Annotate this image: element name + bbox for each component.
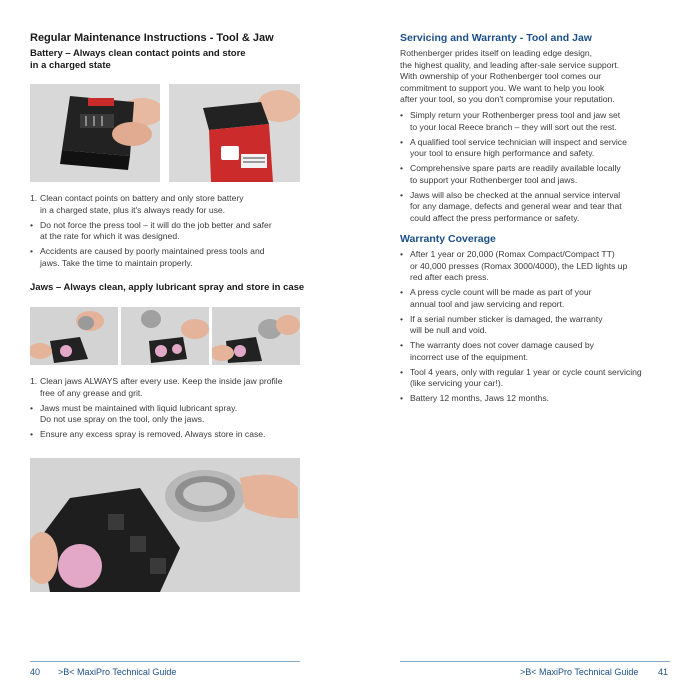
jaw-spray-illustration [30,458,300,592]
warranty-heading: Warranty Coverage [400,233,496,245]
footer-title-left: >B< MaxiPro Technical Guide [58,667,177,677]
footer-rule-right [400,661,670,662]
battery-illustration-2 [169,84,300,182]
jaw-photo-1 [30,307,118,365]
battery-item: 1. Clean contact points on battery and only store battery in a charged state, plus it's always ready for use. [30,193,244,215]
servicing-title: Servicing and Warranty - Tool and Jaw [400,32,592,44]
warranty-item: • If a serial number sticker is damaged, the warranty will be null and void. [400,313,603,335]
battery-photo-contacts [30,84,160,182]
jaws-item: • Ensure any excess spray is removed. Always store in case. [30,429,266,439]
battery-photo-label [169,84,300,182]
battery-list [30,193,302,273]
service-item: • Simply return your Rothenberger press tool and jaw set to your local Reece branch – they will sort out the rest. [400,110,621,132]
page-number-right: 41 [658,667,669,677]
jaws-list [30,376,302,444]
jaw-photo-3 [212,307,300,365]
battery-illustration-1 [30,84,160,182]
warranty-item: • The warranty does not cover damage caused by incorrect use of the equipment. [400,340,594,362]
footer-title-right: >B< MaxiPro Technical Guide [520,667,639,677]
jaw-photo-2 [121,307,209,365]
battery-item: • Do not force the press tool – it will do the job better and safer at the rate for which it was designed. [30,219,272,241]
service-item: • Jaws will also be checked at the annual service interval for any damage, defects and general wear and tear that could affect the press performance or safety. [400,189,622,223]
warranty-item: • Battery 12 months, Jaws 12 months. [400,393,549,403]
jaw-illustration-2 [121,307,209,365]
warranty-list [400,249,675,408]
warranty-item: • After 1 year or 20,000 (Romax Compact/Compact TT) or 40,000 presses (Romax 3000/4000), the LED lights up red after each press. [400,249,628,282]
battery-item: • Accidents are caused by poorly maintained press tools and jaws. Take the time to maintain properly. [30,246,265,268]
service-item: • Comprehensive spare parts are readily available locally to support your Rothenberger tool and jaws. [400,163,621,185]
footer-rule-left [30,661,300,662]
jaw-spray-photo [30,458,300,592]
jaws-item: • Jaws must be maintained with liquid lubricant spray. Do not use spray on the tool, only the jaws. [30,402,238,424]
warranty-item: • A press cycle count will be made as part of your annual tool and jaw servicing and report. [400,287,592,309]
page-number-left: 40 [30,667,41,677]
jaw-illustration-3 [212,307,300,365]
jaws-heading: Jaws – Always clean, apply lubricant spray and store in case [30,282,305,293]
maintenance-title: Regular Maintenance Instructions - Tool & Jaw [30,32,274,44]
battery-heading: Battery – Always clean contact points and store in a charged state [30,48,246,71]
service-item: • A qualified tool service technician will inspect and service your tool to ensure high performance and safety. [400,136,627,158]
warranty-item: • Tool 4 years, only with regular 1 year or cycle count servicing (like servicing your car!). [400,366,642,388]
jaw-illustration-1 [30,307,118,365]
intro-paragraph: Rothenberger prides itself on leading edge design, the highest quality, and leading after-sale service support. With ownership of your Rothenberger tool comes our commitment to support you. We want to help you look after your tool, so you don't compromise your reputation. [400,48,620,104]
jaws-item: 1. Clean jaws ALWAYS after every use. Keep the inside jaw profile free of any grease and grit. [30,376,283,398]
service-list [400,110,675,228]
